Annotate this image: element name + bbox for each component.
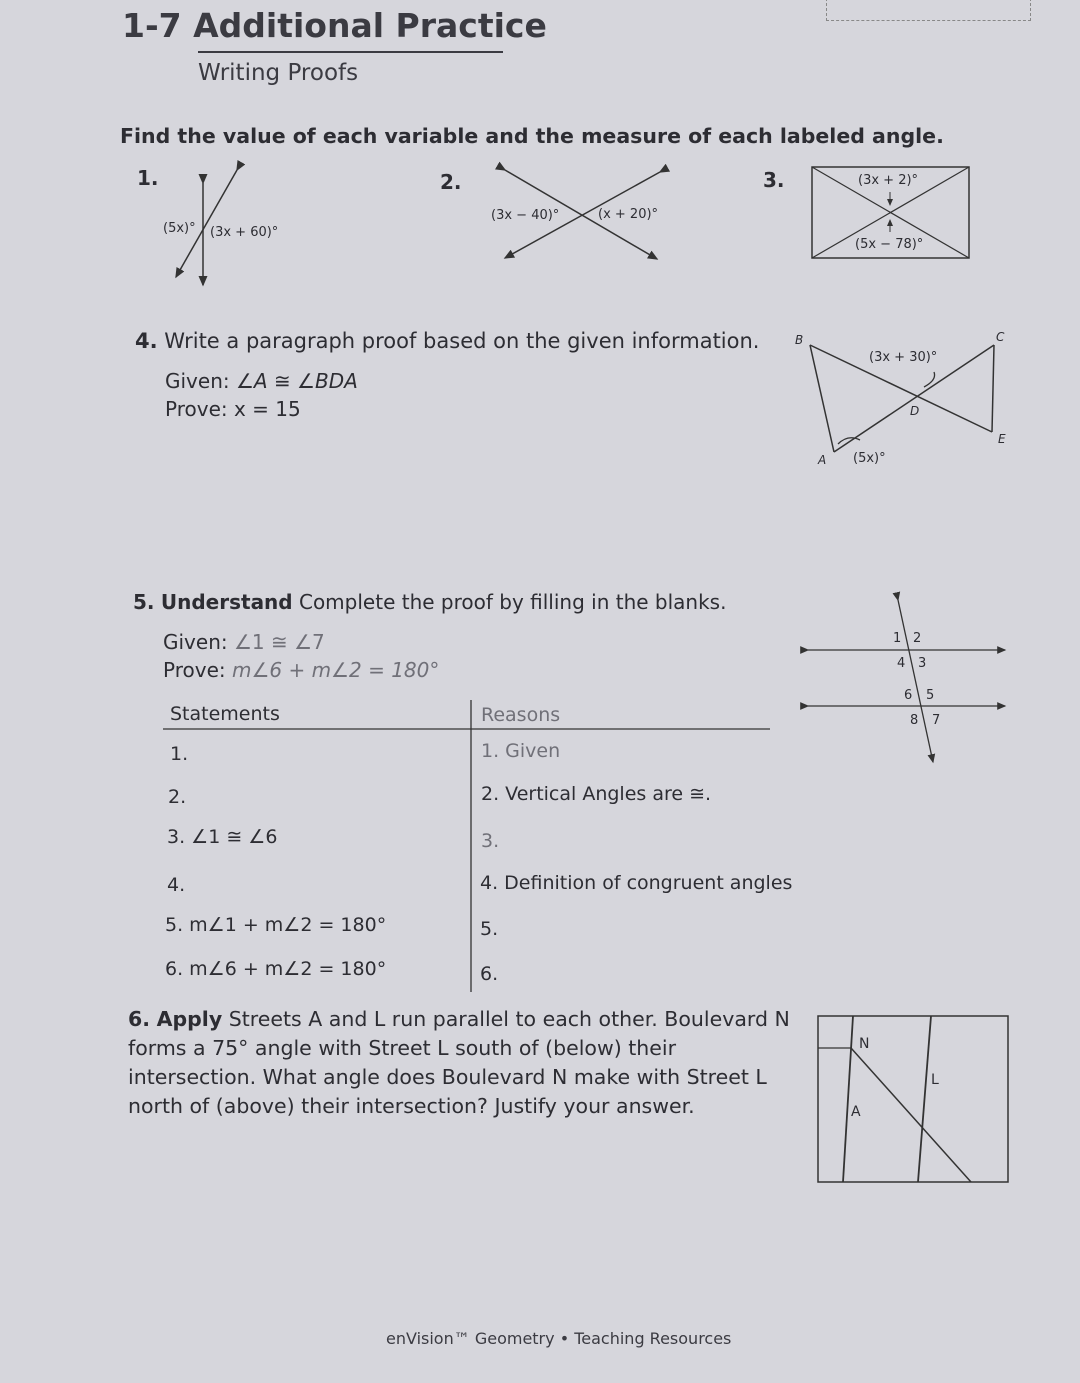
p4-angle-bottom: (5x)° <box>853 451 886 466</box>
p4-point-C: C <box>996 330 1005 344</box>
reason-2: 2. Vertical Angles are ≅. <box>481 783 712 805</box>
reason-6: 6. <box>480 963 499 985</box>
p4-angle-top: (3x + 30)° <box>869 350 938 365</box>
statement-3: 3. ∠1 ≅ ∠6 <box>167 826 278 848</box>
p2-label-x20: (x + 20)° <box>598 207 659 222</box>
prove-value: x = 15 <box>233 397 301 421</box>
p4-point-D: D <box>910 404 920 418</box>
prove-label: Prove: <box>163 658 226 682</box>
given-value: ∠A ≅ ∠BDA <box>235 369 358 393</box>
statement-4: 4. <box>167 874 186 896</box>
problem-4-number: 4. <box>135 329 158 353</box>
p3-label-top: (3x + 2)° <box>858 173 919 188</box>
p5-angle-1: 1 <box>893 631 902 646</box>
problem-1-number: 1. <box>137 166 159 190</box>
prove-value: m∠6 + m∠2 = 180° <box>231 658 440 682</box>
p2-label-3x40: (3x − 40)° <box>491 208 560 223</box>
p5-angle-3: 3 <box>918 656 927 671</box>
lesson-subtitle: Writing Proofs <box>198 60 359 86</box>
problem-4-text: Write a paragraph proof based on the given information. <box>164 329 760 353</box>
p1-label-3x60: (3x + 60)° <box>210 225 279 240</box>
p5-angle-6: 6 <box>904 688 913 703</box>
given-label: Given: <box>165 369 230 393</box>
p1-label-5x: (5x)° <box>163 221 196 236</box>
footer: enVision™ Geometry • Teaching Resources <box>386 1329 732 1348</box>
p5-angle-4: 4 <box>897 656 906 671</box>
problem-5-text: Complete the proof by filling in the blanks. <box>298 590 727 614</box>
p4-point-E: E <box>998 432 1006 446</box>
p6-label-L: L <box>931 1072 939 1088</box>
p4-point-B: B <box>795 333 804 347</box>
statement-2: 2. <box>168 786 187 808</box>
statement-5: 5. m∠1 + m∠2 = 180° <box>165 914 387 936</box>
reason-1: 1. Given <box>481 740 561 762</box>
p5-angle-7: 7 <box>932 713 941 728</box>
problem-3-number: 3. <box>763 168 785 192</box>
p6-label-A: A <box>851 1104 861 1120</box>
instructions: Find the value of each variable and the measure of each labeled angle. <box>120 124 944 148</box>
given-value: ∠1 ≅ ∠7 <box>233 630 325 654</box>
reason-4: 4. Definition of congruent angles <box>480 872 793 894</box>
problem-6-keyword: Apply <box>156 1007 223 1031</box>
p4-point-A: A <box>818 453 827 467</box>
p3-label-bottom: (5x − 78)° <box>855 237 924 252</box>
problem-5-number: 5. <box>133 590 155 614</box>
statement-1: 1. <box>170 743 189 765</box>
p5-angle-2: 2 <box>913 631 922 646</box>
statements-header: Statements <box>170 703 280 725</box>
p5-angle-5: 5 <box>926 688 935 703</box>
prove-label: Prove: <box>165 397 228 421</box>
reasons-header: Reasons <box>481 704 561 726</box>
problem-6-number: 6. <box>128 1007 151 1031</box>
lesson-title: 1-7 Additional Practice <box>122 6 547 45</box>
given-label: Given: <box>163 630 228 654</box>
reason-3: 3. <box>481 830 500 852</box>
p5-angle-8: 8 <box>910 713 919 728</box>
p6-label-N: N <box>859 1036 870 1052</box>
statement-6: 6. m∠6 + m∠2 = 180° <box>165 958 387 980</box>
problem-6-text: Streets A and L run parallel to each other. Boulevard N forms a 75° angle with Street L south of (below) their intersection. What angle does Boulevard N make with Street L north of (above) their intersection? Justify your answer. <box>128 1007 790 1118</box>
problem-2-number: 2. <box>440 170 462 194</box>
problem-5-keyword: Understand <box>160 590 293 614</box>
reason-5: 5. <box>480 918 499 940</box>
